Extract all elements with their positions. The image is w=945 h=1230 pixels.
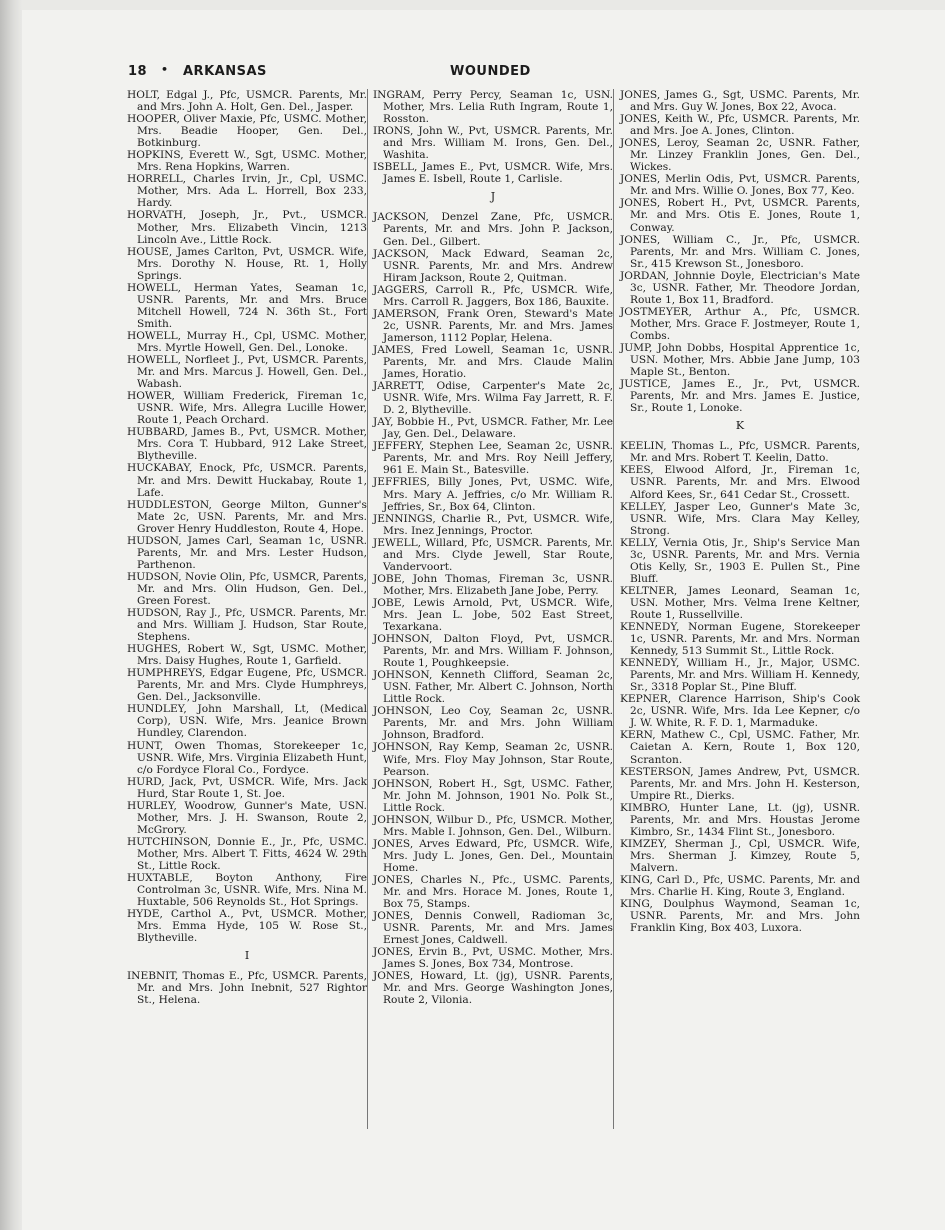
casualty-entry: KENNEDY, William H., Jr., Major, USMC. Parents, Mr. and Mrs. William H. Kennedy, Sr., 3318 Poplar St., Pine Bluff. xyxy=(620,657,860,694)
casualty-entry: HUGHES, Robert W., Sgt, USMC. Mother, Mrs. Daisy Hughes, Route 1, Garfield. xyxy=(127,643,367,668)
casualty-entry: HOPKINS, Everett W., Sgt, USMC. Mother, Mrs. Rena Hopkins, Warren. xyxy=(127,149,367,174)
casualty-entry: JONES, Charles N., Pfc., USMC. Parents, Mr. and Mrs. Horace M. Jones, Route 1, Box 75, Stamps. xyxy=(373,874,613,911)
casualty-entry: HUDSON, James Carl, Seaman 1c, USNR. Parents, Mr. and Mrs. Lester Hudson, Parthenon. xyxy=(127,534,367,571)
casualty-entry: HOOPER, Oliver Maxie, Pfc, USMC. Mother, Mrs. Beadie Hooper, Gen. Del., Botkinburg. xyxy=(127,113,367,150)
casualty-entry: HUNT, Owen Thomas, Storekeeper 1c, USNR. Wife, Mrs. Virginia Elizabeth Hunt, c/o Fordyce Floral Co., Fordyce. xyxy=(127,739,367,776)
casualty-entry: JONES, Dennis Conwell, Radioman 3c, USNR. Parents, Mr. and Mrs. James Ernest Jones, Caldwell. xyxy=(373,910,613,947)
casualty-entry: JONES, Arves Edward, Pfc, USMCR. Wife, Mrs. Judy L. Jones, Gen. Del., Mountain Home. xyxy=(373,837,613,874)
casualty-entry: HOWELL, Herman Yates, Seaman 1c, USNR. Parents, Mr. and Mrs. Bruce Mitchell Howell, 724 N. 36th St., Fort Smith. xyxy=(127,281,367,330)
casualty-entry: KEPNER, Clarence Harrison, Ship's Cook 2c, USNR. Wife, Mrs. Ida Lee Kepner, c/o J. W. White, R. F. D. 1, Marmaduke. xyxy=(620,693,860,730)
casualty-entry: JAMES, Fred Lowell, Seaman 1c, USNR. Parents, Mr. and Mrs. Claude Malin James, Horatio. xyxy=(373,343,613,381)
casualty-entry: KEES, Elwood Alford, Jr., Fireman 1c, USNR. Parents, Mr. and Mrs. Elwood Alford Kees, Sr., 641 Cedar St., Crossett. xyxy=(620,464,860,501)
casualty-entry: ISBELL, James E., Pvt, USMCR. Wife, Mrs. James E. Isbell, Route 1, Carlisle. xyxy=(373,161,613,186)
scan-edge-shadow xyxy=(0,0,22,1230)
casualty-entry: HUDDLESTON, George Milton, Gunner's Mate 2c, USN. Parents, Mr. and Mrs. Grover Henry Huddleston, Route 4, Hope. xyxy=(127,498,367,535)
casualty-entry: HURD, Jack, Pvt, USMCR. Wife, Mrs. Jack Hurd, Star Route 1, St. Joe. xyxy=(127,775,367,800)
casualty-entry: KELLEY, Jasper Leo, Gunner's Mate 3c, USNR. Wife, Mrs. Clara May Kelley, Strong. xyxy=(620,500,860,537)
casualty-entry: INEBNIT, Thomas E., Pfc, USMCR. Parents, Mr. and Mrs. John Inebnit, 527 Rightor St., Helena. xyxy=(127,970,367,1007)
casualty-entry: JONES, James G., Sgt, USMC. Parents, Mr. and Mrs. Guy W. Jones, Box 22, Avoca. xyxy=(620,89,860,114)
casualty-entry: JONES, Ervin B., Pvt, USMC. Mother, Mrs. James S. Jones, Box 734, Montrose. xyxy=(373,946,613,971)
casualty-entry: JOHNSON, Dalton Floyd, Pvt, USMCR. Parents, Mr. and Mrs. William F. Johnson, Route 1, Poughkeepsie. xyxy=(373,633,613,670)
casualty-entry: KENNEDY, Norman Eugene, Storekeeper 1c, USNR. Parents, Mr. and Mrs. Norman Kennedy, 513 Summit St., Little Rock. xyxy=(620,621,860,658)
casualty-entry: JOHNSON, Leo Coy, Seaman 2c, USNR. Parents, Mr. and Mrs. John William Johnson, Bradford. xyxy=(373,705,613,742)
casualty-entry: HUXTABLE, Boyton Anthony, Fire Controlman 3c, USNR. Wife, Mrs. Nina M. Huxtable, 506 Reynolds St., Hot Springs. xyxy=(127,872,367,909)
casualty-entry: INGRAM, Perry Percy, Seaman 1c, USN. Mother, Mrs. Lelia Ruth Ingram, Route 1, Rosston. xyxy=(373,89,613,126)
casualty-entry: HUNDLEY, John Marshall, Lt, (Medical Corp), USN. Wife, Mrs. Jeanice Brown Hundley, Clarendon. xyxy=(127,703,367,740)
casualty-entry: IRONS, John W., Pvt, USMCR. Parents, Mr. and Mrs. William M. Irons, Gen. Del., Washita. xyxy=(373,125,613,162)
casualty-entry: HUDSON, Ray J., Pfc, USMCR. Parents, Mr. and Mrs. William J. Hudson, Star Route, Stephens. xyxy=(127,607,367,644)
casualty-entry: KEELIN, Thomas L., Pfc, USMCR. Parents, Mr. and Mrs. Robert T. Keelin, Datto. xyxy=(620,440,860,465)
casualty-entry: JONES, Howard, Lt. (jg), USNR. Parents, Mr. and Mrs. George Washington Jones, Route 2, Vilonia. xyxy=(373,970,613,1007)
page-number: 18 xyxy=(128,64,148,79)
casualty-entry: HOWELL, Murray H., Cpl, USMC. Mother, Mrs. Myrtle Howell, Gen. Del., Lonoke. xyxy=(127,329,367,354)
casualty-entry: JONES, Leroy, Seaman 2c, USNR. Father, Mr. Linzey Franklin Jones, Gen. Del., Wickes. xyxy=(620,137,860,174)
casualty-entry: JONES, William C., Jr., Pfc, USMCR. Parents, Mr. and Mrs. William C. Jones, Sr., 415 Krewson St., Jonesboro. xyxy=(620,233,860,270)
casualty-entry: JOHNSON, Kenneth Clifford, Seaman 2c, USN. Father, Mr. Albert C. Johnson, North Little Rock. xyxy=(373,669,613,706)
casualty-entry: JOBE, John Thomas, Fireman 3c, USNR. Mother, Mrs. Elizabeth Jane Jobe, Perry. xyxy=(373,572,613,597)
casualty-entry: JARRETT, Odise, Carpenter's Mate 2c, USNR. Wife, Mrs. Wilma Fay Jarrett, R. F. D. 2, Blytheville. xyxy=(373,380,613,417)
casualty-entry: JACKSON, Mack Edward, Seaman 2c, USNR. Parents, Mr. and Mrs. Andrew Hiram Jackson, Route 2, Quitman. xyxy=(373,247,613,284)
casualty-entry: HOWER, William Frederick, Fireman 1c, USNR. Wife, Mrs. Allegra Lucille Hower, Route 1, Peach Orchard. xyxy=(127,390,367,427)
casualty-entry: JOHNSON, Robert H., Sgt, USMC. Father, Mr. John M. Johnson, 1901 No. Polk St., Little Rock. xyxy=(373,777,613,814)
casualty-entry: JEWELL, Willard, Pfc, USMCR. Parents, Mr. and Mrs. Clyde Jewell, Star Route, Vandervoort. xyxy=(373,536,613,573)
column-1 xyxy=(127,89,367,1007)
casualty-entry: JOHNSON, Wilbur D., Pfc, USMCR. Mother, Mrs. Mable I. Johnson, Gen. Del., Wilburn. xyxy=(373,813,613,838)
casualty-entry: JEFFRIES, Billy Jones, Pvt, USMC. Wife, Mrs. Mary A. Jeffries, c/o Mr. William R. Jeffries, Sr., Box 64, Clinton. xyxy=(373,476,613,513)
casualty-entry: HORRELL, Charles Irvin, Jr., Cpl, USMC. Mother, Mrs. Ada L. Horrell, Box 233, Hardy. xyxy=(127,173,367,210)
casualty-entry: KELLY, Vernia Otis, Jr., Ship's Service Man 3c, USNR. Parents, Mr. and Mrs. Vernia Otis Kelly, Sr., 1903 E. Pullen St., Pine Bluff. xyxy=(620,536,860,585)
casualty-entry: JACKSON, Denzel Zane, Pfc, USMCR. Parents, Mr. and Mrs. John P. Jackson, Gen. Del., Gilbert. xyxy=(373,211,613,248)
casualty-entry: JAY, Bobbie H., Pvt, USMCR. Father, Mr. Lee Jay, Gen. Del., Delaware. xyxy=(373,416,613,441)
casualty-entry: JONES, Robert H., Pvt, USMCR. Parents, Mr. and Mrs. Otis E. Jones, Route 1, Conway. xyxy=(620,197,860,234)
casualty-entry: KING, Carl D., Pfc, USMC. Parents, Mr. and Mrs. Charlie H. King, Route 3, England. xyxy=(620,874,860,899)
casualty-entry: JOBE, Lewis Arnold, Pvt, USMCR. Wife, Mrs. Jean L. Jobe, 502 East Street, Texarkana. xyxy=(373,596,613,634)
column-3 xyxy=(620,89,860,934)
casualty-entry: HORVATH, Joseph, Jr., Pvt., USMCR. Mother, Mrs. Elizabeth Vincin, 1213 Lincoln Ave., Little Rock. xyxy=(127,209,367,246)
column-divider xyxy=(367,89,368,1129)
casualty-entry: JOHNSON, Ray Kemp, Seaman 2c, USNR. Wife, Mrs. Floy May Johnson, Star Route, Pearson. xyxy=(373,741,613,778)
bullet-separator: • xyxy=(161,63,169,76)
casualty-entry: KESTERSON, James Andrew, Pvt, USMCR. Parents, Mr. and Mrs. John H. Kesterson, Umpire Rt., Dierks. xyxy=(620,765,860,802)
casualty-entry: JEFFERY, Stephen Lee, Seaman 2c, USNR. Parents, Mr. and Mrs. Roy Neill Jeffery, 961 E. Main St., Batesville. xyxy=(373,440,613,477)
casualty-entry: JORDAN, Johnnie Doyle, Electrician's Mate 3c, USNR. Father, Mr. Theodore Jordan, Route 1, Box 11, Bradford. xyxy=(620,269,860,306)
casualty-entry: HURLEY, Woodrow, Gunner's Mate, USN. Mother, Mrs. J. H. Swanson, Route 2, McGrory. xyxy=(127,799,367,836)
column-2 xyxy=(373,89,613,1007)
casualty-entry: HOUSE, James Carlton, Pvt, USMCR. Wife, Mrs. Dorothy N. House, Rt. 1, Holly Springs. xyxy=(127,245,367,282)
casualty-entry: HOWELL, Norfleet J., Pvt, USMCR. Parents, Mr. and Mrs. Marcus J. Howell, Gen. Del., Wabash. xyxy=(127,354,367,391)
casualty-entry: HOLT, Edgal J., Pfc, USMCR. Parents, Mr. and Mrs. John A. Holt, Gen. Del., Jasper. xyxy=(127,89,367,114)
casualty-entry: HUMPHREYS, Edgar Eugene, Pfc, USMCR. Parents, Mr. and Mrs. Clyde Humphreys, Gen. Del., Jacksonville. xyxy=(127,667,367,704)
column-divider xyxy=(613,89,614,1129)
casualty-entry: JONES, Keith W., Pfc, USMCR. Parents, Mr. and Mrs. Joe A. Jones, Clinton. xyxy=(620,113,860,138)
casualty-entry: HUBBARD, James B., Pvt, USMCR. Mother, Mrs. Cora T. Hubbard, 912 Lake Street, Blytheville. xyxy=(127,426,367,463)
casualty-entry: KING, Doulphus Waymond, Seaman 1c, USNR. Parents, Mr. and Mrs. John Franklin King, Box 403, Luxora. xyxy=(620,898,860,935)
casualty-entry: JONES, Merlin Odis, Pvt, USMCR. Parents, Mr. and Mrs. Willie O. Jones, Box 77, Keo. xyxy=(620,173,860,198)
casualty-entry: JUMP, John Dobbs, Hospital Apprentice 1c, USN. Mother, Mrs. Abbie Jane Jump, 103 Maple St., Benton. xyxy=(620,341,860,379)
casualty-entry: KERN, Mathew C., Cpl, USMC. Father, Mr. Caietan A. Kern, Route 1, Box 120, Scranton. xyxy=(620,729,860,766)
state-name: ARKANSAS xyxy=(183,64,267,79)
casualty-entry: HUTCHINSON, Donnie E., Jr., Pfc, USMC. Mother, Mrs. Albert T. Fitts, 4624 W. 29th St., Little Rock. xyxy=(127,835,367,872)
casualty-entry: JENNINGS, Charlie R., Pvt, USMCR. Wife, Mrs. Inez Jennings, Proctor. xyxy=(373,512,613,537)
casualty-entry: JUSTICE, James E., Jr., Pvt, USMCR. Parents, Mr. and Mrs. James E. Justice, Sr., Route 1, Lonoke. xyxy=(620,378,860,415)
section-letter: I xyxy=(244,949,250,963)
casualty-entry: HUDSON, Novie Olin, Pfc, USMCR, Parents, Mr. and Mrs. Olin Hudson, Gen. Del., Green Forest. xyxy=(127,570,367,607)
casualty-entry: JOSTMEYER, Arthur A., Pfc, USMCR. Mother, Mrs. Grace F. Jostmeyer, Route 1, Combs. xyxy=(620,305,860,342)
casualty-entry: KELTNER, James Leonard, Seaman 1c, USN. Mother, Mrs. Velma Irene Keltner, Route 1, Russellville. xyxy=(620,584,860,621)
section-letter: J xyxy=(490,190,496,204)
casualty-entry: KIMBRO, Hunter Lane, Lt. (jg), USNR. Parents, Mr. and Mrs. Houstas Jerome Kimbro, Sr., 1434 Flint St., Jonesboro. xyxy=(620,801,860,838)
casualty-entry: JAGGERS, Carroll R., Pfc, USMCR. Wife, Mrs. Carroll R. Jaggers, Box 186, Bauxite. xyxy=(373,283,613,308)
casualty-entry: JAMERSON, Frank Oren, Steward's Mate 2c, USNR. Parents, Mr. and Mrs. James Jamerson, 1112 Poplar, Helena. xyxy=(373,307,613,344)
casualty-entry: HYDE, Carthol A., Pvt, USMCR. Mother, Mrs. Emma Hyde, 105 W. Rose St., Blytheville. xyxy=(127,908,367,945)
page-header xyxy=(128,64,863,82)
casualty-entry: HUCKABAY, Enock, Pfc, USMCR. Parents, Mr. and Mrs. Dewitt Huckabay, Route 1, Lafe. xyxy=(127,462,367,499)
section-letter: K xyxy=(735,419,745,433)
section-title: WOUNDED xyxy=(450,64,531,79)
casualty-entry: KIMZEY, Sherman J., Cpl, USMCR. Wife, Mrs. Sherman J. Kimzey, Route 5, Malvern. xyxy=(620,837,860,874)
